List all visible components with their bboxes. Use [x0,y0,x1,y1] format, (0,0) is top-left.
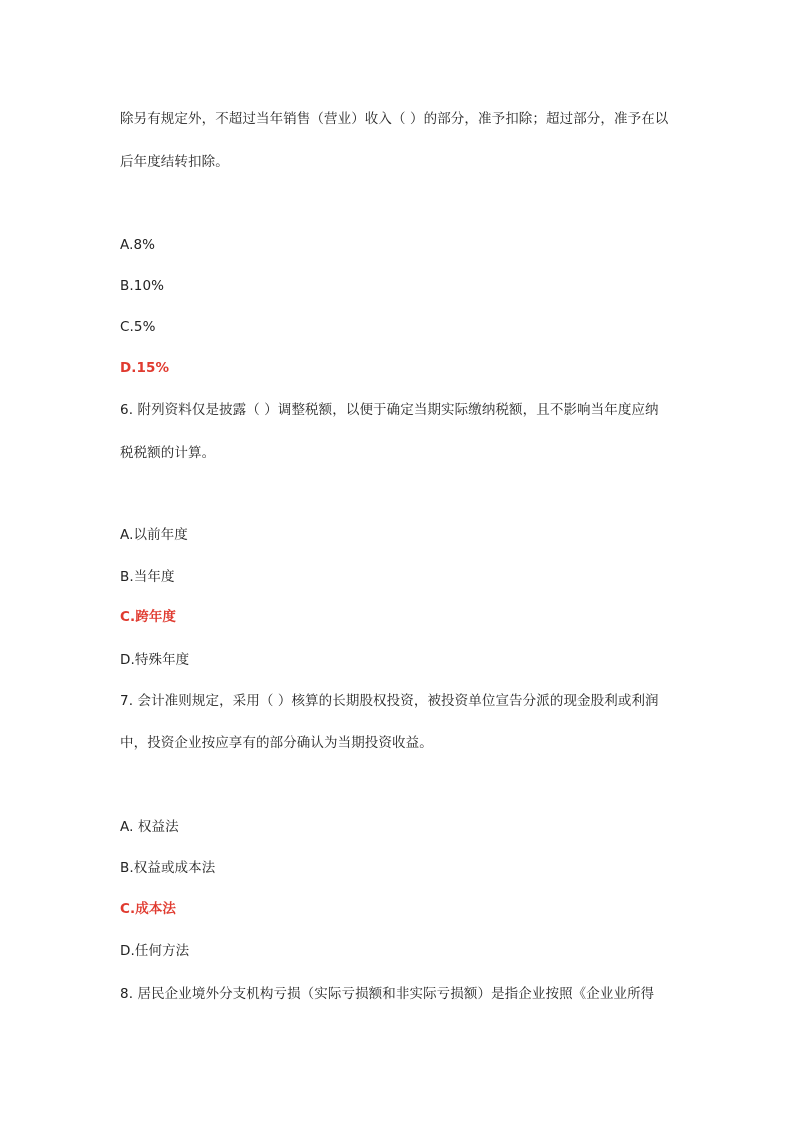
q5-option-a: A.8% [120,237,156,253]
q8-stem-line-1: 8. 居民企业境外分支机构亏损（实际亏损额和非实际亏损额）是指企业按照《企业业所得 [120,986,655,1002]
q7-option-d: D.任何方法 [120,943,190,959]
q6-option-d: D.特殊年度 [120,652,190,668]
q5-option-b: B.10% [120,278,165,294]
q5-option-c: C.5% [120,319,156,335]
q5-stem-line-1: 除另有规定外，不超过当年销售（营业）收入（ ）的部分，准予扣除；超过部分，准予在以 [120,111,669,127]
q7-option-c-answer: C.成本法 [120,901,177,917]
q5-stem-line-2: 后年度结转扣除。 [120,154,229,170]
q6-option-c-answer: C.跨年度 [120,609,177,625]
q6-stem-line-1: 6. 附列资料仅是披露（ ）调整税额，以便于确定当期实际缴纳税额，且不影响当年度应纳 [120,402,659,418]
q6-option-a: A.以前年度 [120,527,188,543]
q7-stem-line-2: 中，投资企业按应享有的部分确认为当期投资收益。 [120,735,433,751]
q6-stem-line-2: 税税额的计算。 [120,445,216,461]
q7-option-a: A. 权益法 [120,819,179,835]
q7-option-b: B.权益或成本法 [120,860,216,876]
q7-stem-line-1: 7. 会计准则规定，采用（ ）核算的长期股权投资，被投资单位宣告分派的现金股利或利润 [120,693,659,709]
q6-option-b: B.当年度 [120,569,175,585]
q5-option-d-answer: D.15% [120,360,170,376]
